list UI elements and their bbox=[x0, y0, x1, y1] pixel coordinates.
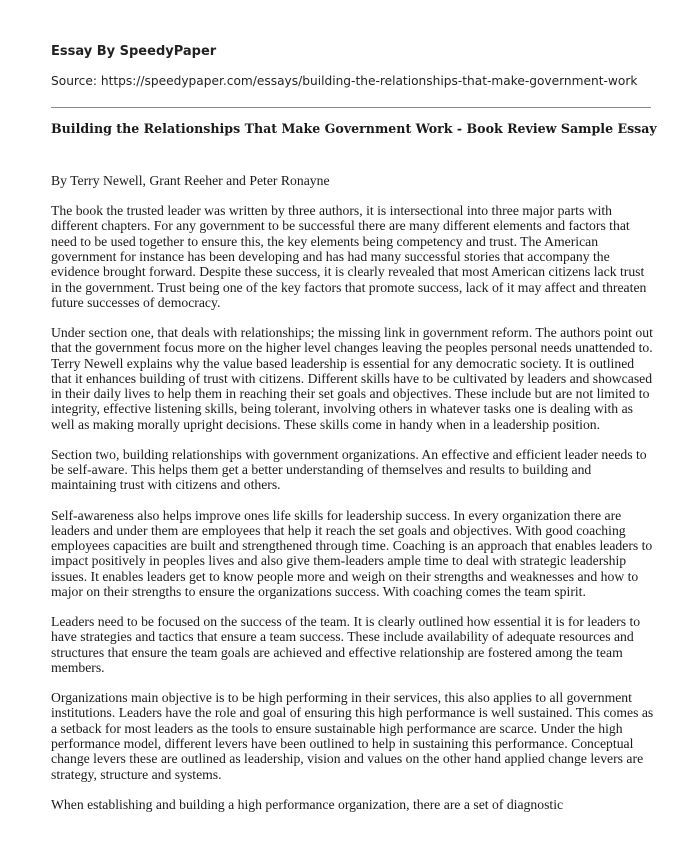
paragraph: Under section one, that deals with relationships; the missing link in government reform. The authors point out that the government focus more on the higher level changes leaving the peoples personal needs unattended to. Terry Newell explains why the value based leadership is essential for any democratic society. It is outlined that it enhances building of trust with citizens. Different skills have to be cultivated by leaders and showcased in their daily lives to help them in reaching their set goals and objectives. These include but are not limited to integrity, effective listening skills, being tolerant, involving others in whatever tasks one is dealing with as well as making morally upright decisions. These skills come in handy when in a leadership position. bbox=[51, 324, 653, 432]
site-title: Essay By SpeedyPaper bbox=[51, 44, 217, 59]
divider bbox=[51, 107, 651, 108]
essay-title: Building the Relationships That Make Government Work - Book Review Sample Essay bbox=[51, 121, 657, 136]
source-line: Source: https://speedypaper.com/essays/building-the-relationships-that-make-government-work bbox=[51, 74, 638, 88]
paragraph: Leaders need to be focused on the success of the team. It is clearly outlined how essential it is for leaders to have strategies and tactics that ensure a team success. These include availability of adequate resources and structures that ensure the team goals are achieved and effective relationship are fostered among the team members. bbox=[51, 614, 641, 675]
paragraph: The book the trusted leader was written by three authors, it is intersectional into three major parts with different chapters. For any government to be successful there are many different elements and factors that need to be used together to ensure this, the key elements being competency and trust. The American government for instance has been developing and has had many successful stories that accompany the evidence brought forward. Despite these success, it is clearly revealed that most American citizens lack trust in the government. Trust being one of the key factors that promote success, lack of it may affect and threaten future successes of democracy. bbox=[51, 203, 647, 310]
paragraph: Organizations main objective is to be high performing in their services, this also applies to all government institutions. Leaders have the role and goal of ensuring this high performance is well sustained. This comes as a setback for most leaders as the tools to ensure sustainable high performance are scarce. Under the high performance model, different levers have been outlined to help in sustaining this performance. Conceptual change levers these are outlined as leadership, vision and values on the other hand applied change levers are strategy, structure and systems. bbox=[51, 690, 654, 782]
paragraph: Self-awareness also helps improve ones life skills for leadership success. In every organization there are leaders and under them are employees that help it reach the set goals and objectives. With good coaching employees capacities are built and strengthened through time. Coaching is an approach that enables leaders to impact positively in peoples lives and also give them-leaders ample time to deal with strategic leadership issues. It enables leaders get to know people more and weigh on their strengths and weaknesses and how to major on their strengths to ensure the organizations success. With coaching comes the team spirit. bbox=[51, 507, 653, 600]
essay-body bbox=[51, 173, 657, 827]
author-line: By Terry Newell, Grant Reeher and Peter Ronayne bbox=[51, 173, 330, 188]
paragraph: Section two, building relationships with government organizations. An effective and efficient leader needs to be self-aware. This helps them get a better understanding of themselves and results to building and maintaining trust with citizens and others. bbox=[51, 446, 647, 493]
paragraph: When establishing and building a high performance organization, there are a set of diagnostic bbox=[51, 796, 564, 812]
